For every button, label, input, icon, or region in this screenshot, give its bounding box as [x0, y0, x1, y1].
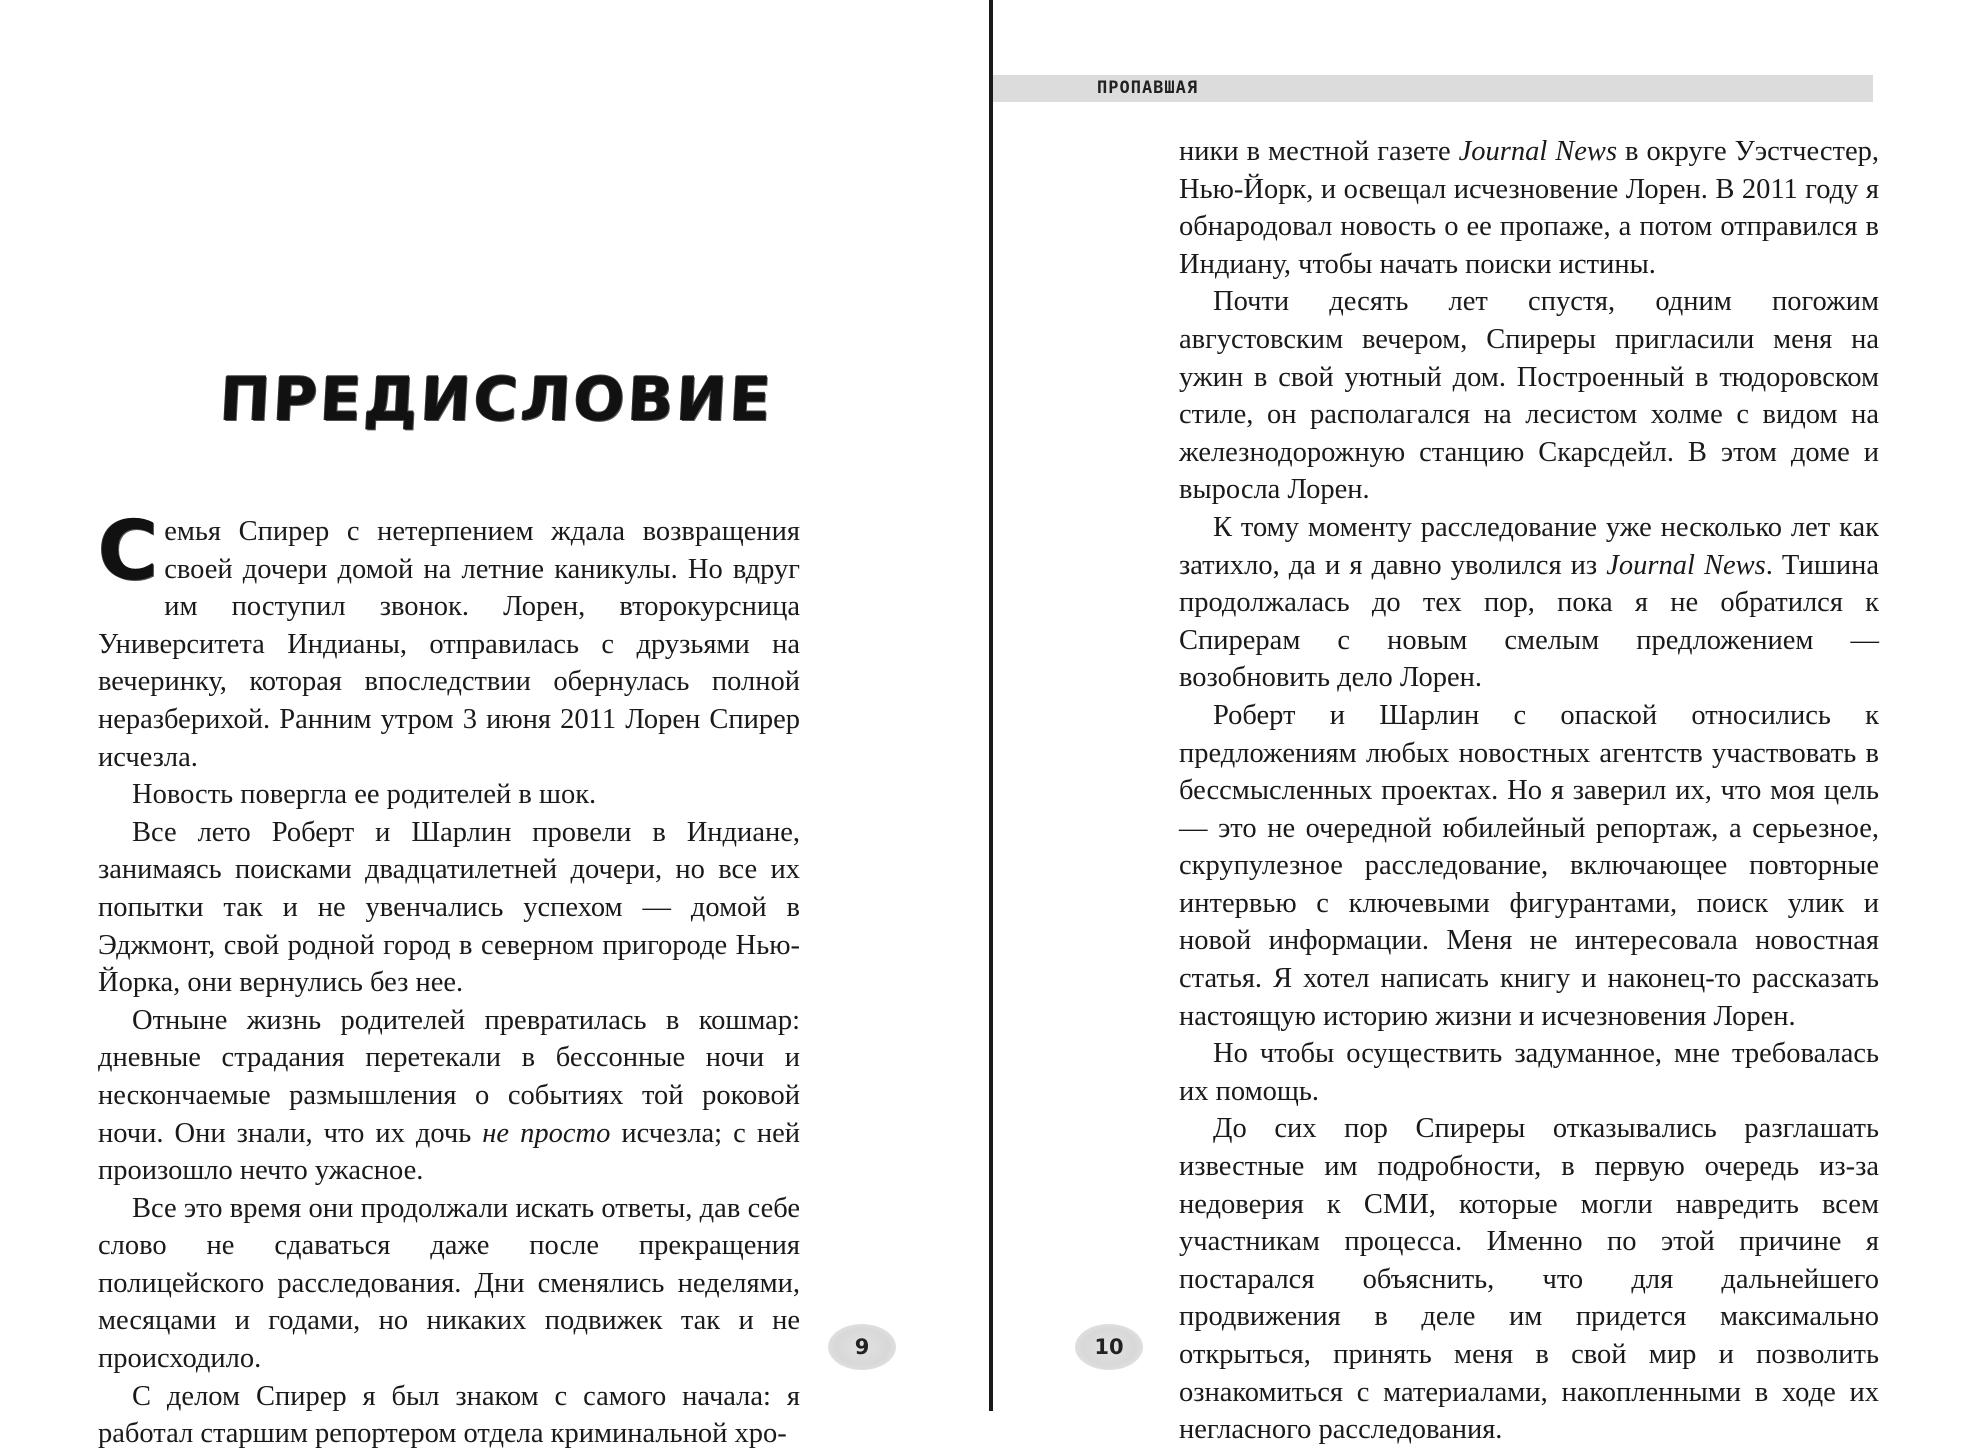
running-header-title: ПРОПАВШАЯ — [1097, 78, 1199, 98]
paragraph-shock: Новость повергла ее родителей в шок. — [132, 779, 597, 811]
nightmare-text-start: Отныне жизнь родителей превратилась в кошмар: дневные страдания перетекали в бессонные ночи и нескончаемые размышления о событиях той роковой ночи. Они знали, что их дочь — [98, 1004, 800, 1149]
quiet-text-end: . Тишина продолжалась до тех пор, пока я не обратился к Спирерам с новым смелым предложением — возобновить дело Лорен. — [1179, 549, 1879, 694]
paragraph-answers: Все это время они продолжали искать ответы, дав себе слово не сдаваться даже после прекращения полицейского расследования. Дни сменялись неделями, месяцами и годами, но никаких подвижек так и не происходило. — [98, 1192, 800, 1375]
quiet-italic: Journal News — [1606, 549, 1766, 581]
left-page-text — [98, 504, 800, 1453]
continuation-italic: Journal News — [1458, 136, 1618, 167]
paragraph-proposal: Роберт и Шарлин с опаской относились к предложениям любых новостных агентств участвовать в бессмысленных проектах. Но я заверил их, что моя цель — это не очередной юбилейный репортаж, а серьезное, скрупулезное расследование, включающее повторные интервью с ключевыми фигурантами, поиск улик и новой информации. Меня не интересовала новостная статья. Я хотел написать книгу и наконец-то рассказать настоящую историю жизни и исчезновения Лорен. — [1179, 699, 1879, 1032]
continuation-text-start: ники в местной газете — [1179, 136, 1459, 167]
paragraph-summer: Все лето Роберт и Шарлин провели в Индиане, занимаясь поисками двадцатилетней дочери, но все их попытки так и не увенчались успехом — домой в Эджмонт, свой родной город в северном пригороде Нью-Йорка, они вернулись без нее. — [98, 816, 800, 999]
page-number: 10 — [1075, 1324, 1143, 1370]
paragraph-case-start: С делом Спирер я был знаком с самого начала: я работал старшим репортером отдела криминальной хро- — [98, 1380, 800, 1450]
paragraph-continuation — [1179, 133, 1879, 283]
quiet-text-start: К тому моменту расследование уже несколько лет как затихло, да и я давно уволился из — [1179, 511, 1879, 581]
paragraph-help: Но чтобы осуществить задуманное, мне требовалась их помощь. — [1179, 1038, 1879, 1107]
right-page — [993, 0, 1968, 1446]
opening-paragraph — [98, 504, 800, 776]
running-header — [993, 75, 1873, 102]
drop-cap: С — [98, 504, 159, 599]
page-number: 9 — [828, 1324, 896, 1370]
opening-paragraph-text: емья Спирер с нетерпением ждала возвращения своей дочери домой на летние каникулы. Но вдруг им поступил звонок. Лорен, второкурсница Университета Индианы, отправилась с друзьями на вечеринку, которая впоследствии обернулась полной неразберихой. Ранним утром 3 июня 2011 Лорен Спирер исчезла. — [98, 516, 800, 773]
paragraph-dinner: Почти десять лет спустя, одним погожим августовским вечером, Спиреры пригласили меня на ужин в свой уютный дом. Построенный в тюдоровском стиле, он располагался на лесистом холме с видом на железнодорожную станцию Скарсдейл. В этом доме и выросла Лорен. — [1179, 286, 1879, 506]
right-page-text — [1179, 133, 1879, 1449]
paragraph-nightmare — [98, 1002, 800, 1190]
continuation-text-end: в округе Уэстчестер, Нью-Йорк, и освещал исчезновение Лорен. В 2011 году я обнародовал новость о ее пропаже, а потом отправился в Индиану, чтобы начать поиски истины. — [1179, 136, 1879, 280]
nightmare-text-end: исчезла; с ней произошло нечто ужасное. — [98, 1117, 800, 1187]
paragraph-trust: До сих пор Спиреры отказывались разглашать известные им подробности, в первую очередь из-за недоверия к СМИ, которые могли навредить всем участникам процесса. Именно по этой причине я постарался объяснить, что для дальнейшего продвижения в деле им придется максимально открыться, принять меня в свой мир и позволить ознакомиться с материалами, накопленными в ходе их негласного расследования. — [1179, 1113, 1879, 1446]
nightmare-italic: не просто — [482, 1117, 611, 1149]
chapter-title: ПРЕДИСЛОВИЕ — [218, 365, 776, 435]
paragraph-quiet — [1179, 509, 1879, 697]
